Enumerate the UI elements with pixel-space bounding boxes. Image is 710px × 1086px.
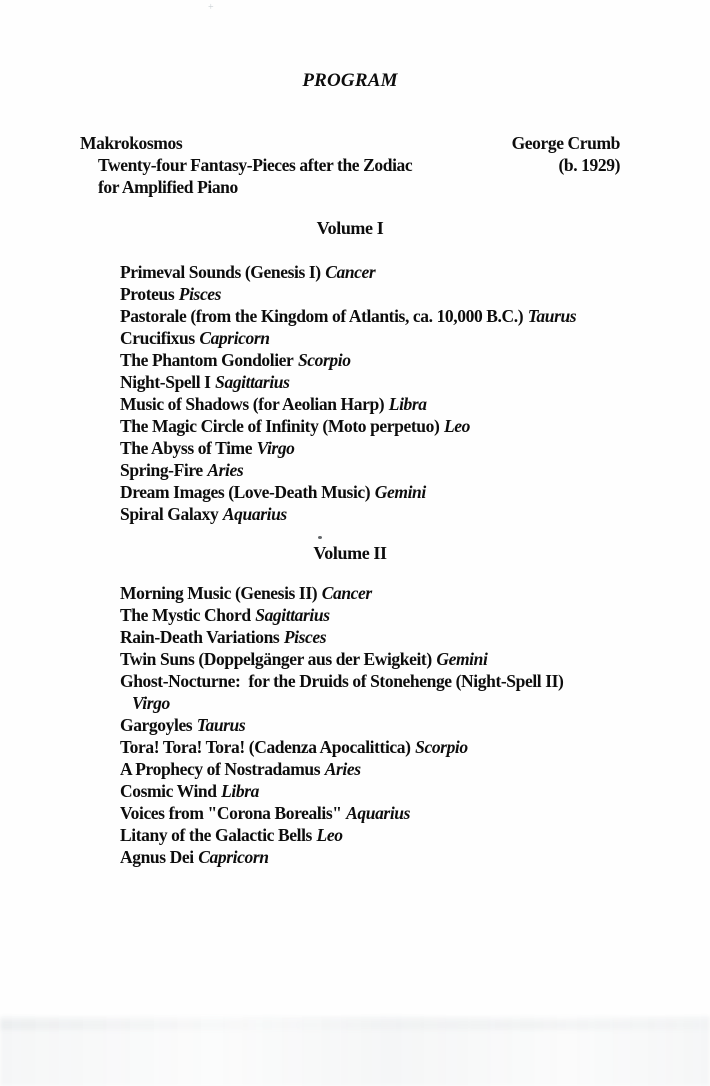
piece-item — [120, 846, 563, 868]
piece-item — [120, 802, 563, 824]
piece-title: Crucifixus — [120, 328, 195, 348]
piece-zodiac: Aries — [207, 460, 244, 480]
piece-title: Spiral Galaxy — [120, 504, 219, 524]
piece-item — [120, 670, 563, 714]
piece-zodiac: Gemini — [374, 482, 426, 502]
piece-title: A Prophecy of Nostradamus — [120, 759, 321, 779]
composer-dates: (b. 1929) — [558, 155, 620, 175]
piece-title: Cosmic Wind — [120, 781, 217, 801]
piece-zodiac: Aquarius — [222, 504, 287, 524]
piece-title: Morning Music (Genesis II) — [120, 583, 318, 603]
work-subtitle-line1: Twenty-four Fantasy-Pieces after the Zodiac — [98, 155, 413, 175]
piece-title: Pastorale (from the Kingdom of Atlantis, ca. 10,000 B.C.) — [120, 306, 524, 326]
piece-item — [120, 481, 576, 503]
piece-title: The Phantom Gondolier — [120, 350, 294, 370]
piece-item — [120, 261, 576, 283]
piece-item — [120, 648, 563, 670]
piece-title: Voices from "Corona Borealis" — [120, 803, 342, 823]
piece-zodiac: Libra — [221, 781, 259, 801]
piece-zodiac: Scorpio — [415, 737, 468, 757]
piece-item — [120, 626, 563, 648]
page-title: PROGRAM — [302, 70, 398, 91]
piece-title: Music of Shadows (for Aeolian Harp) — [120, 394, 385, 414]
work-subtitle-line2: for Amplified Piano — [98, 177, 238, 197]
piece-item — [120, 371, 576, 393]
piece-zodiac: Sagittarius — [255, 605, 330, 625]
piece-item — [120, 305, 576, 327]
piece-item — [120, 780, 563, 802]
piece-item — [120, 582, 563, 604]
volume-2-list — [120, 582, 563, 868]
piece-item — [120, 503, 576, 525]
piece-zodiac: Scorpio — [297, 350, 351, 370]
piece-zodiac: Leo — [443, 416, 470, 436]
piece-item — [120, 714, 563, 736]
piece-title: Rain-Death Variations — [120, 627, 280, 647]
piece-title: Ghost-Nocturne: for the Druids of Stonehenge (Night-Spell II) — [120, 671, 564, 691]
composer-name: George Crumb — [511, 133, 620, 153]
piece-zodiac: Pisces — [178, 284, 222, 304]
volume-1-heading: Volume I — [316, 218, 384, 238]
piece-zodiac: Capricorn — [198, 847, 269, 867]
piece-title: Spring-Fire — [120, 460, 203, 480]
piece-zodiac: Taurus — [196, 715, 246, 735]
piece-title: The Abyss of Time — [120, 438, 253, 458]
scan-speck — [318, 536, 322, 539]
piece-zodiac: Cancer — [325, 262, 376, 282]
piece-item — [120, 824, 563, 846]
composer-block — [512, 132, 620, 176]
piece-title: Twin Suns (Doppelgänger aus der Ewigkeit) — [120, 649, 432, 669]
work-header — [80, 132, 620, 198]
piece-title: Dream Images (Love-Death Music) — [120, 482, 371, 502]
piece-item — [120, 604, 563, 626]
piece-zodiac: Gemini — [436, 649, 488, 669]
piece-title: Agnus Dei — [120, 847, 194, 867]
piece-item — [120, 349, 576, 371]
work-title: Makrokosmos — [80, 133, 183, 153]
piece-item — [120, 283, 576, 305]
piece-item — [120, 327, 576, 349]
piece-title: Litany of the Galactic Bells — [120, 825, 312, 845]
piece-title: Tora! Tora! Tora! (Cadenza Apocalittica) — [120, 737, 411, 757]
piece-zodiac: Aries — [324, 759, 361, 779]
piece-zodiac: Aquarius — [346, 803, 411, 823]
scan-speck: + — [208, 2, 214, 13]
piece-title: Night-Spell I — [120, 372, 211, 392]
piece-zodiac: Virgo — [132, 693, 170, 713]
piece-zodiac: Sagittarius — [215, 372, 290, 392]
piece-zodiac: Virgo — [256, 438, 295, 458]
scan-smudge — [0, 1020, 710, 1030]
piece-title: Primeval Sounds (Genesis I) — [120, 262, 321, 282]
volume-2-heading: Volume II — [313, 543, 387, 563]
volume-1-list — [120, 261, 576, 525]
piece-zodiac: Cancer — [321, 583, 372, 603]
piece-item — [120, 415, 576, 437]
piece-zodiac: Capricorn — [199, 328, 270, 348]
piece-zodiac: Pisces — [283, 627, 327, 647]
piece-item — [120, 736, 563, 758]
piece-item — [120, 459, 576, 481]
piece-item — [120, 437, 576, 459]
piece-item — [120, 393, 576, 415]
piece-zodiac: Taurus — [527, 306, 577, 326]
piece-title: Proteus — [120, 284, 175, 304]
piece-title: The Mystic Chord — [120, 605, 251, 625]
piece-zodiac: Libra — [388, 394, 427, 414]
piece-item — [120, 758, 563, 780]
piece-title: Gargoyles — [120, 715, 193, 735]
piece-zodiac: Leo — [316, 825, 343, 845]
piece-title: The Magic Circle of Infinity (Moto perpetuo) — [120, 416, 440, 436]
